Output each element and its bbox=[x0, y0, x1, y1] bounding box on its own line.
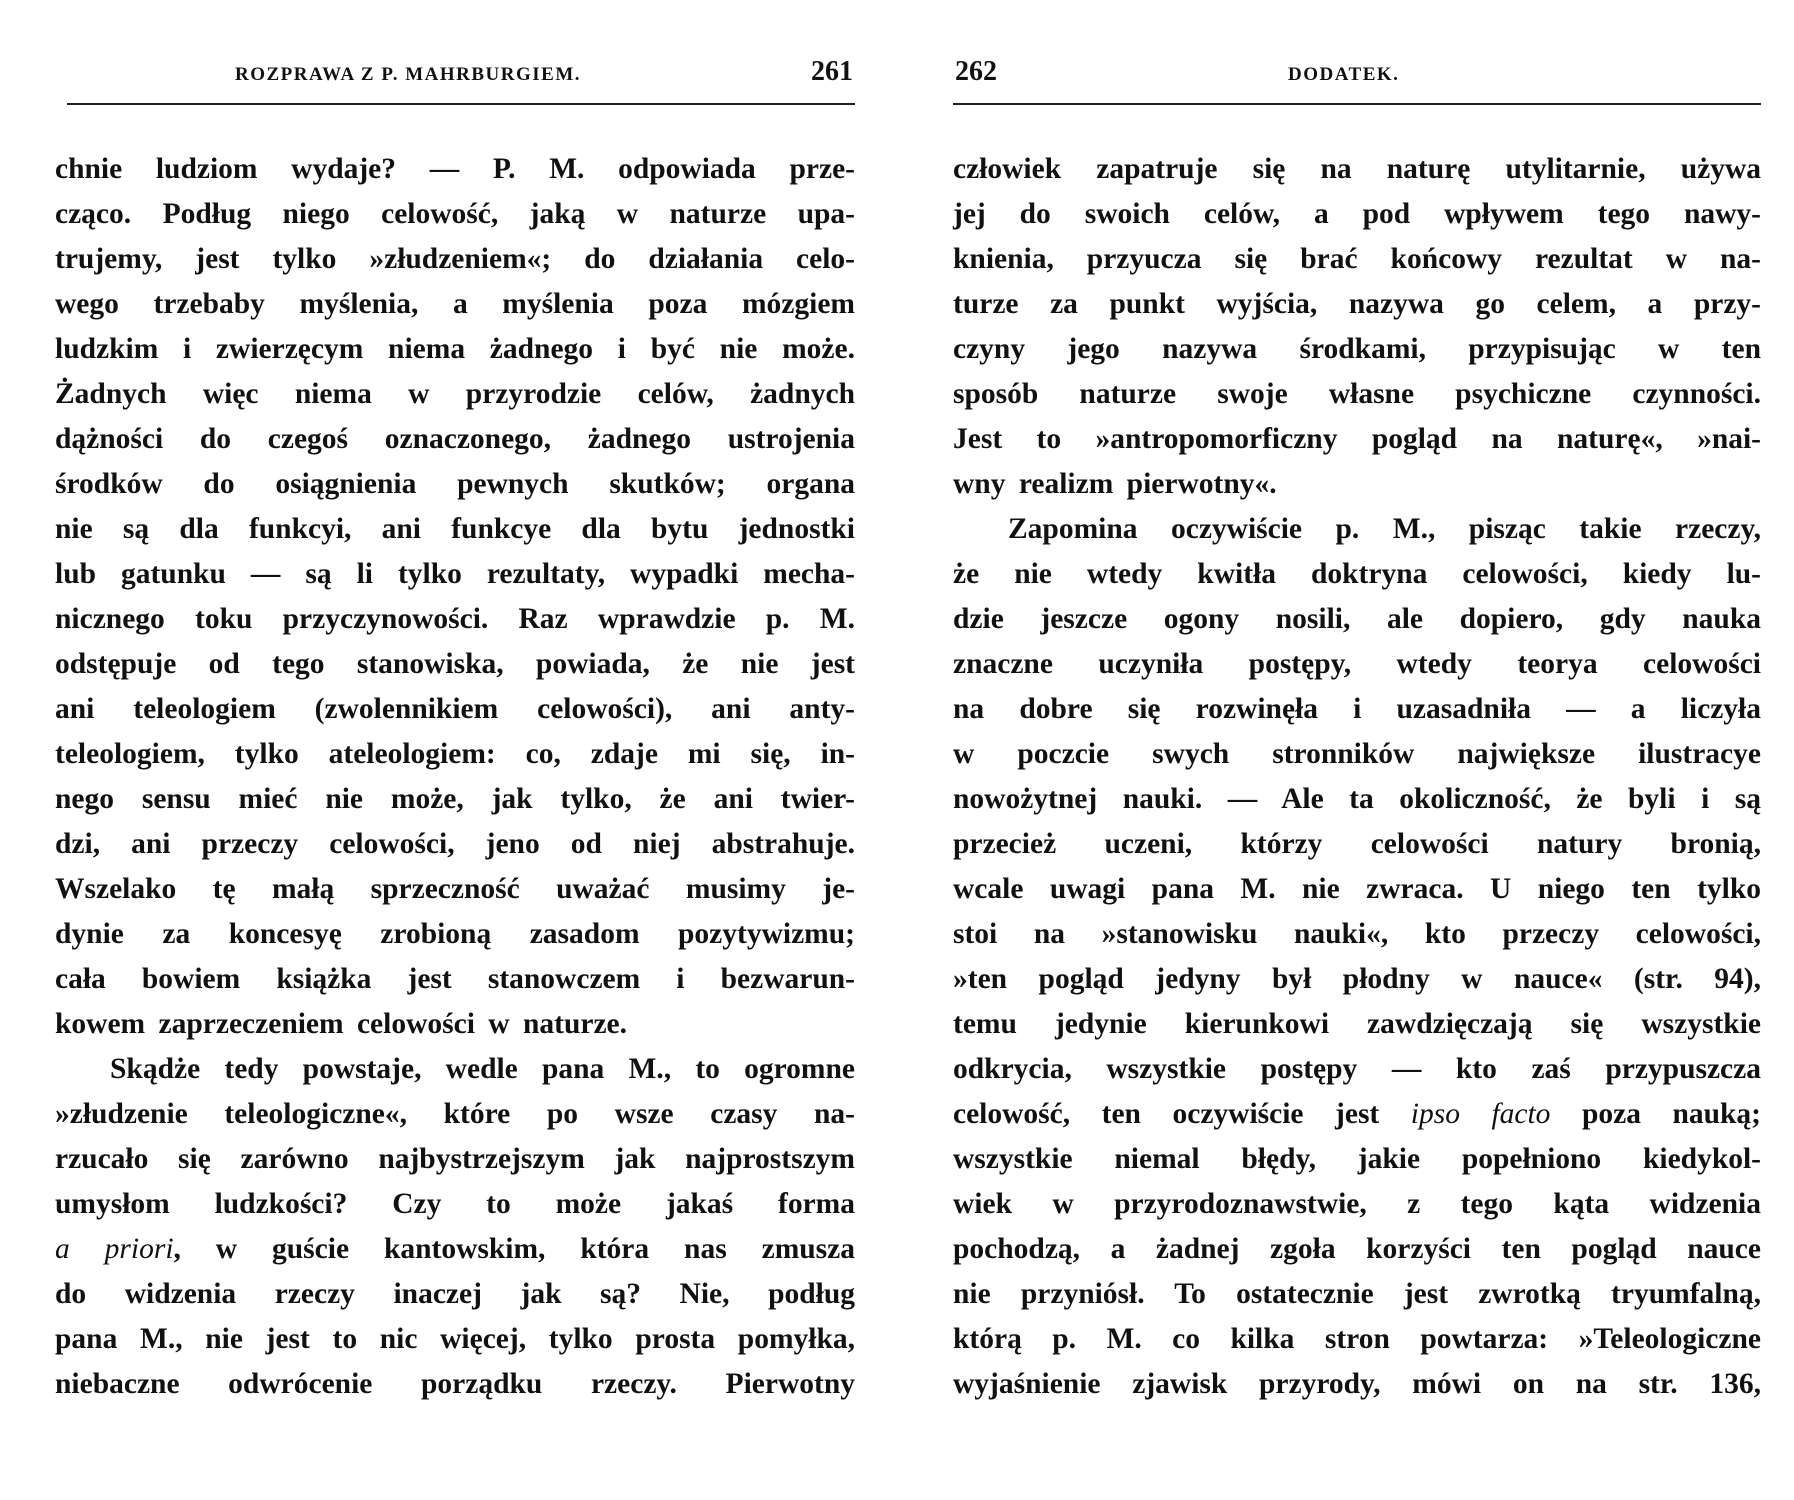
text-line: w poczcie swych stronników największe ilustracye bbox=[953, 738, 1761, 770]
text-line: Jest to »antropomorficzny pogląd na naturę«, »nai- bbox=[953, 423, 1761, 455]
text-line: pochodzą, a żadnej zgoła korzyści ten pogląd nauce bbox=[953, 1233, 1761, 1265]
text-line: człowiek zapatruje się na naturę utylitarnie, używa bbox=[953, 153, 1761, 185]
text-line: ani teleologiem (zwolennikiem celowości), ani anty- bbox=[55, 693, 855, 725]
page-number: 262 bbox=[955, 56, 997, 87]
text-line: umysłom ludzkości? Czy to może jakaś forma bbox=[55, 1188, 855, 1220]
text-line: nego sensu mieć nie może, jak tylko, że ani twier- bbox=[55, 783, 855, 815]
header-rule bbox=[67, 103, 855, 105]
text-line: trujemy, jest tylko »złudzeniem«; do działania celo- bbox=[55, 243, 855, 275]
text-line: kowem zaprzeczeniem celowości w naturze. bbox=[55, 1008, 628, 1040]
text-line: wszystkie niemal błędy, jakie popełniono kiedykol- bbox=[953, 1143, 1761, 1175]
text-line: dzi, ani przeczy celowości, jeno od niej abstrahuje. bbox=[55, 828, 855, 860]
text-line: odkrycia, wszystkie postępy — kto zaś przypuszcza bbox=[953, 1053, 1761, 1085]
page-body bbox=[953, 147, 1761, 1407]
text-line: że nie wtedy kwitła doktryna celowości, kiedy lu- bbox=[953, 558, 1761, 590]
italic-phrase: ipso facto bbox=[1410, 1098, 1551, 1130]
page-number: 261 bbox=[811, 56, 853, 87]
text-line: niebaczne odwrócenie porządku rzeczy. Pierwotny bbox=[55, 1368, 855, 1400]
text-line: turze za punkt wyjścia, nazywa go celem, a przy- bbox=[953, 288, 1761, 320]
text-line: do widzenia rzeczy inaczej jak są? Nie, podług bbox=[55, 1278, 855, 1310]
text-line: dążności do czegoś oznaczonego, żadnego ustrojenia bbox=[55, 423, 855, 455]
text-line: stoi na »stanowisku nauki«, kto przeczy celowości, bbox=[953, 918, 1761, 950]
text-line bbox=[953, 1092, 1761, 1137]
text-line: na dobre się rozwinęła i uzasadniła — a liczyła bbox=[953, 693, 1761, 725]
header-rule bbox=[953, 103, 1761, 105]
text-line: wcale uwagi pana M. nie zwraca. U niego ten tylko bbox=[953, 873, 1761, 905]
text-line: cała bowiem książka jest stanowczem i bezwarun- bbox=[55, 963, 855, 995]
text-line: rzucało się zarówno najbystrzejszym jak najprostszym bbox=[55, 1143, 855, 1175]
running-head-title: ROZPRAWA Z P. MAHRBURGIEM. bbox=[235, 64, 582, 85]
text-line: przecież uczeni, którzy celowości natury bronią, bbox=[953, 828, 1761, 860]
text-line: teleologiem, tylko ateleologiem: co, zdaje mi się, in- bbox=[55, 738, 855, 770]
italic-phrase: a priori bbox=[55, 1233, 174, 1265]
text-segment: , w guście kantowskim, która nas zmusza bbox=[173, 1233, 855, 1265]
text-line: dynie za koncesyę zrobioną zasadom pozytywizmu; bbox=[55, 918, 855, 950]
text-line: środków do osiągnienia pewnych skutków; organa bbox=[55, 468, 855, 500]
text-line: Żadnych więc niema w przyrodzie celów, żadnych bbox=[55, 378, 855, 410]
text-line: odstępuje od tego stanowiska, powiada, że nie jest bbox=[55, 648, 855, 680]
text-line: temu jedynie kierunkowi zawdzięczają się wszystkie bbox=[953, 1008, 1761, 1040]
text-line: nowożytnej nauki. — Ale ta okoliczność, że byli i są bbox=[953, 783, 1761, 815]
text-line: znaczne uczyniła postępy, wtedy teorya celowości bbox=[953, 648, 1761, 680]
text-segment: poza nauką; bbox=[1550, 1098, 1761, 1130]
text-line: lub gatunku — są li tylko rezultaty, wypadki mecha- bbox=[55, 558, 855, 590]
text-line: wny realizm pierwotny«. bbox=[953, 468, 1277, 500]
text-line: nicznego toku przyczynowości. Raz wprawdzie p. M. bbox=[55, 603, 855, 635]
text-line: wiek w przyrodoznawstwie, z tego kąta widzenia bbox=[953, 1188, 1761, 1220]
text-line: wego trzebaby myślenia, a myślenia poza mózgiem bbox=[55, 288, 855, 320]
text-line: ludzkim i zwierzęcym niema żadnego i być nie może. bbox=[55, 333, 855, 365]
text-line: pana M., nie jest to nic więcej, tylko prosta pomyłka, bbox=[55, 1323, 855, 1355]
text-line: czyny jego nazywa środkami, przypisując w ten bbox=[953, 333, 1761, 365]
text-line: knienia, przyucza się brać końcowy rezultat w na- bbox=[953, 243, 1761, 275]
text-line: jej do swoich celów, a pod wpływem tego nawy- bbox=[953, 198, 1761, 230]
text-line bbox=[55, 1227, 855, 1272]
text-line: dzie jeszcze ogony nosili, ale dopiero, gdy nauka bbox=[953, 603, 1761, 635]
text-line: »ten pogląd jedyny był płodny w nauce« (str. 94), bbox=[953, 963, 1761, 995]
text-line: wyjaśnienie zjawisk przyrody, mówi on na str. 136, bbox=[953, 1368, 1761, 1400]
text-line: nie przyniósł. To ostatecznie jest zwrotką tryumfalną, bbox=[953, 1278, 1761, 1310]
text-line: Wszelako tę małą sprzeczność uważać musimy je- bbox=[55, 873, 855, 905]
page-body bbox=[55, 147, 855, 1407]
text-line: chnie ludziom wydaje? — P. M. odpowiada prze- bbox=[55, 153, 855, 185]
text-line: nie są dla funkcyi, ani funkcye dla bytu jednostki bbox=[55, 513, 855, 545]
text-line: sposób naturze swoje własne psychiczne czynności. bbox=[953, 378, 1761, 410]
text-segment: celowość, ten oczywiście jest bbox=[953, 1098, 1411, 1130]
running-header bbox=[953, 56, 1761, 90]
text-line: Skądże tedy powstaje, wedle pana M., to ogromne bbox=[110, 1053, 855, 1085]
text-line: »złudzenie teleologiczne«, które po wsze czasy na- bbox=[55, 1098, 855, 1130]
text-line: którą p. M. co kilka stron powtarza: »Teleologiczne bbox=[953, 1323, 1761, 1355]
text-line: cząco. Podług niego celowość, jaką w naturze upa- bbox=[55, 198, 855, 230]
text-line: Zapomina oczywiście p. M., pisząc takie rzeczy, bbox=[1008, 513, 1761, 545]
running-head-title: DODATEK. bbox=[1288, 64, 1400, 85]
running-header bbox=[55, 56, 855, 90]
